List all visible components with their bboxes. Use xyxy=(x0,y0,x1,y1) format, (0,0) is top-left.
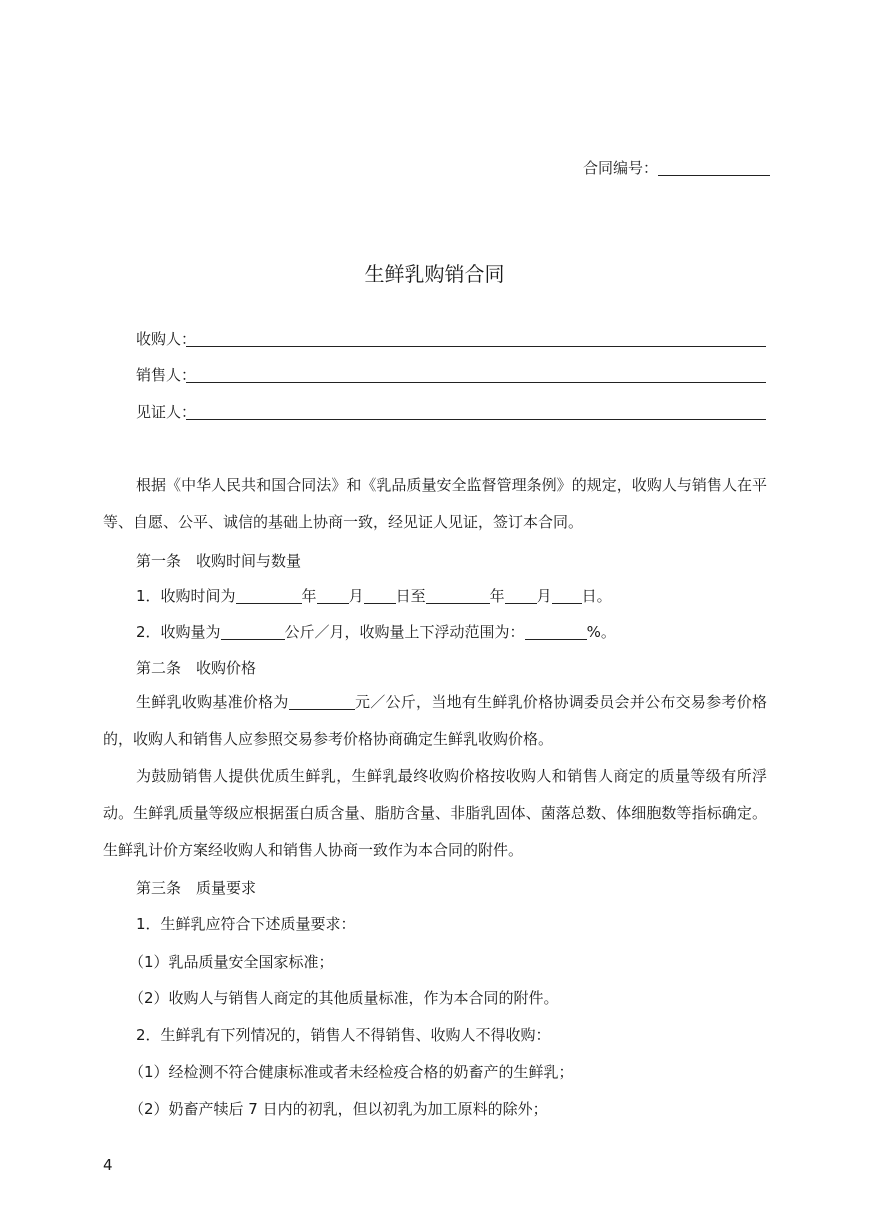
article3-item2-sub2: （2）奶畜产犊后 7 日内的初乳，但以初乳为加工原料的除外； xyxy=(129,1100,548,1118)
article3-item1-sub1: （1）乳品质量安全国家标准； xyxy=(129,953,334,971)
percent-suffix: %。 xyxy=(586,623,616,641)
year-label: 年 xyxy=(489,587,505,605)
quantity-unit-text: 公斤／月，收购量上下浮动范围为： xyxy=(284,623,525,641)
article3-item1-sub2: （2）收购人与销售人商定的其他质量标准，作为本合同的附件。 xyxy=(129,989,559,1007)
end-day-blank[interactable] xyxy=(552,587,582,604)
day-to-label: 日至 xyxy=(395,587,426,605)
seller-field[interactable] xyxy=(186,382,766,383)
buyer-field[interactable] xyxy=(186,346,766,347)
quantity-blank[interactable] xyxy=(221,623,285,640)
end-month-blank[interactable] xyxy=(505,587,537,604)
item1-prefix: 1．收购时间为 xyxy=(136,587,236,605)
end-year-blank[interactable] xyxy=(426,587,490,604)
contract-number-label: 合同编号： xyxy=(583,159,659,177)
witness-label: 见证人： xyxy=(136,403,197,421)
float-range-blank[interactable] xyxy=(525,623,587,640)
day-end-label: 日。 xyxy=(581,587,612,605)
article1-item2 xyxy=(136,622,616,642)
price-rest: 元／公斤，当地有生鲜乳价格协调委员会并公布交易参考价格的，收购人和销售人应参照交易参考价格协商确定生鲜乳收购价格。 xyxy=(103,693,767,748)
price-prefix: 生鲜乳收购基准价格为 xyxy=(136,693,289,711)
article3-heading: 第三条 质量要求 xyxy=(136,879,257,897)
item2-prefix: 2．收购量为 xyxy=(136,623,221,641)
buyer-label: 收购人： xyxy=(136,330,197,348)
year-label: 年 xyxy=(301,587,317,605)
start-month-blank[interactable] xyxy=(317,587,349,604)
witness-field[interactable] xyxy=(186,419,766,420)
article2-paragraph2: 为鼓励销售人提供优质生鲜乳，生鲜乳最终收购价格按收购人和销售人商定的质量等级有所浮动。生鲜乳质量等级应根据蛋白质含量、脂肪含量、非脂乳固体、菌落总数、体细胞数等指标确定。生鲜乳计价方案经收购人和销售人协商一致作为本合同的附件。 xyxy=(103,767,767,859)
month-label: 月 xyxy=(348,587,364,605)
page-title: 生鲜乳购销合同 xyxy=(364,262,505,286)
base-price-blank[interactable] xyxy=(289,693,355,710)
article3-item1: 1．生鲜乳应符合下述质量要求： xyxy=(136,915,356,933)
article2-heading: 第二条 收购价格 xyxy=(136,659,257,677)
article1-heading: 第一条 收购时间与数量 xyxy=(136,552,302,570)
article1-item1 xyxy=(136,586,612,606)
contract-number xyxy=(583,158,770,178)
article3-item2-sub1: （1）经检测不符合健康标准或者未经检疫合格的奶畜产的生鲜乳； xyxy=(129,1063,574,1081)
preamble-paragraph: 根据《中华人民共和国合同法》和《乳品质量安全监督管理条例》的规定，收购人与销售人在平等、自愿、公平、诚信的基础上协商一致，经见证人见证，签订本合同。 xyxy=(103,476,767,531)
start-day-blank[interactable] xyxy=(364,587,396,604)
start-year-blank[interactable] xyxy=(236,587,302,604)
month-label: 月 xyxy=(536,587,552,605)
seller-label: 销售人： xyxy=(136,366,197,384)
article2-paragraph1 xyxy=(103,684,767,758)
article3-item2: 2．生鲜乳有下列情况的，销售人不得销售、收购人不得收购： xyxy=(136,1026,551,1044)
page-number: 4 xyxy=(103,1156,113,1174)
contract-number-blank[interactable] xyxy=(658,159,770,176)
